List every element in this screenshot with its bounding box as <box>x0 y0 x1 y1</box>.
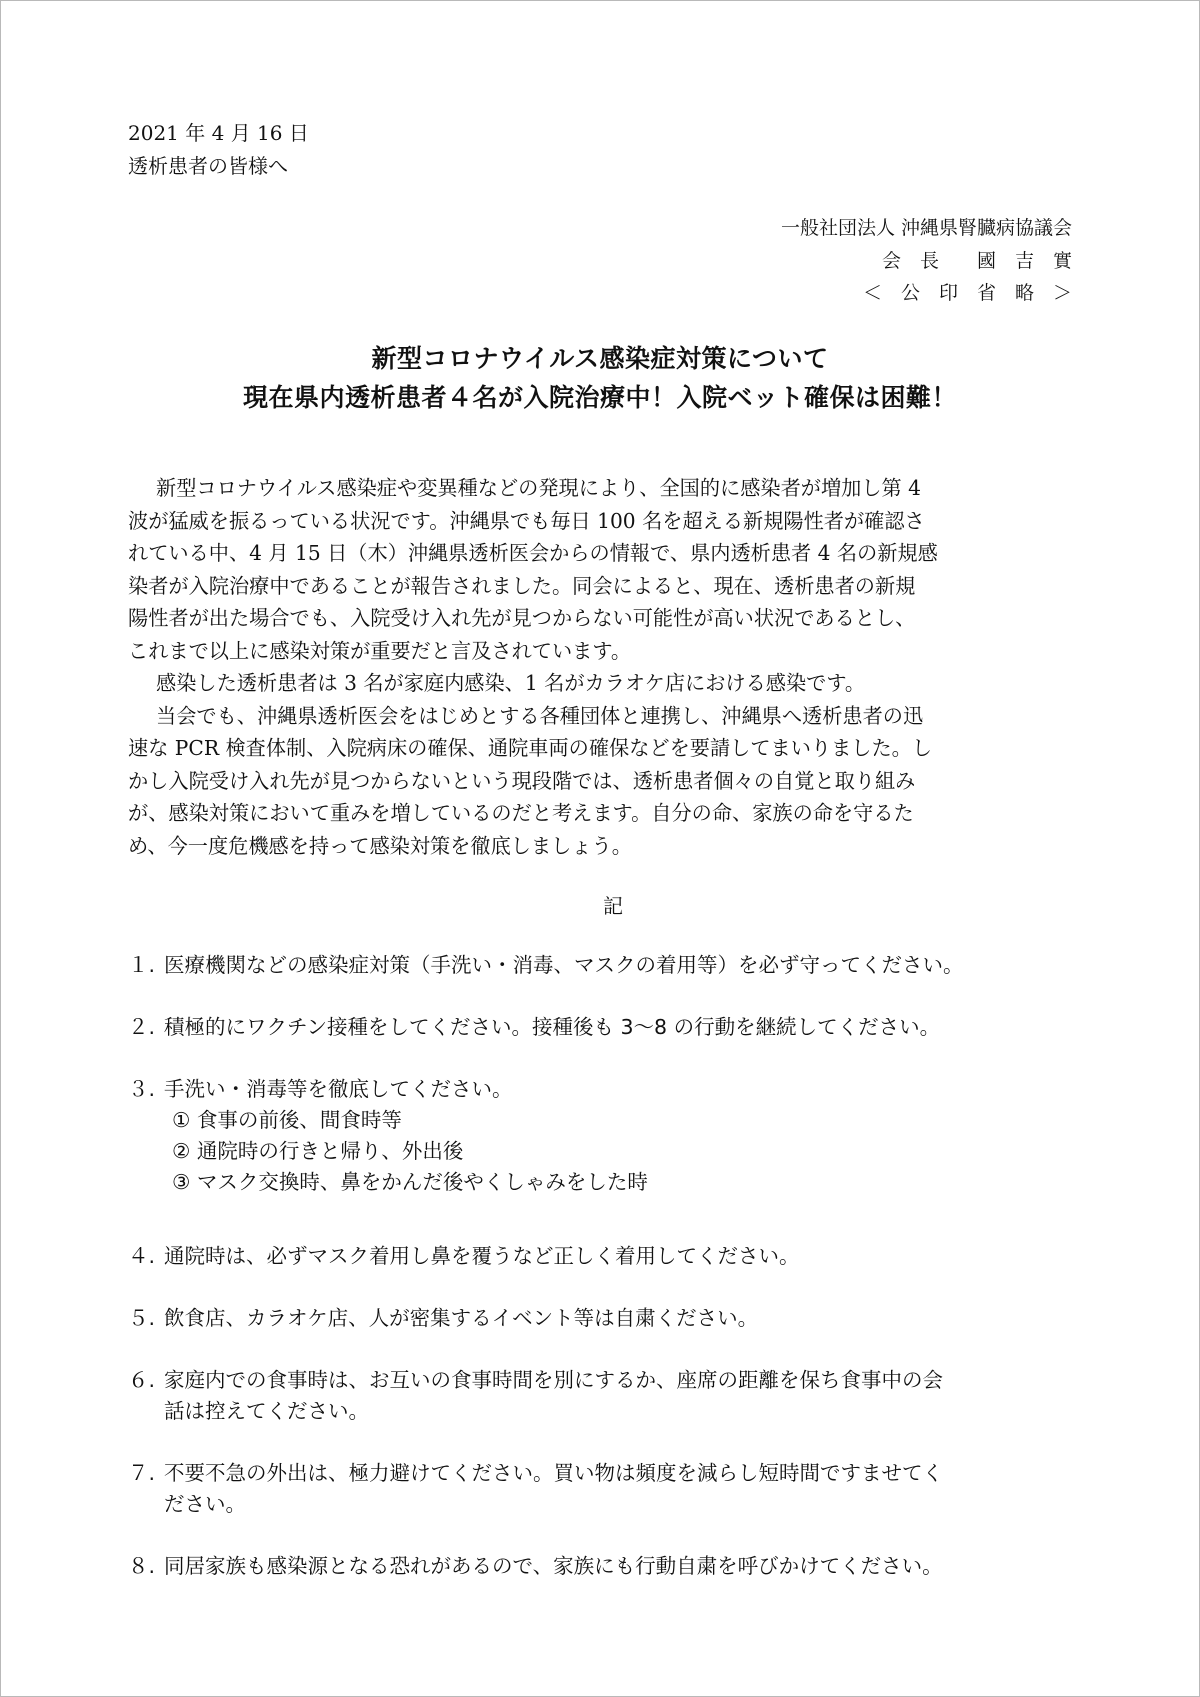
body-line: 波が猛威を振るっている状況です。沖縄県でも毎日 100 名を超える新規陽性者が確認さ <box>128 508 925 533</box>
sub-item: ① 食事の前後、間食時等 <box>172 1108 402 1132</box>
title-line-1: 新型コロナウイルス感染症対策について <box>371 344 829 373</box>
body-text <box>128 472 1074 862</box>
recipient: 透析患者の皆様へ <box>128 154 288 178</box>
item-number: ４. <box>128 1244 156 1268</box>
list-item <box>128 1551 943 1582</box>
sender-organization: 一般社団法人 沖縄県腎臓病協議会 <box>780 217 1072 239</box>
body-line: 感染した透析患者は 3 名が家庭内感染、1 名がカラオケ店における感染です。 <box>156 671 866 695</box>
sub-item: ② 通院時の行きと帰り、外出後 <box>172 1139 464 1163</box>
body-line: 速な PCR 検査体制、入院病床の確保、通院車両の確保などを要請してまいりました。し <box>128 736 933 760</box>
item-text: 医療機関などの感染症対策（手洗い・消毒、マスクの着用等）を必ず守ってください。 <box>164 953 964 977</box>
body-line: 新型コロナウイルス感染症や変異種などの発現により、全国的に感染者が増加し第 4 <box>156 476 921 500</box>
seal-omitted-note: ＜ 公 印 省 略 ＞ <box>862 282 1072 304</box>
body-line: れている中、4 月 15 日（木）沖縄県透析医会からの情報で、県内透析患者 4 名の新規感 <box>128 541 938 565</box>
title-line-2: 現在県内透析患者４名が入院治療中！入院ベット確保は困難！ <box>242 383 957 412</box>
item-text: 手洗い・消毒等を徹底してください。 <box>164 1077 513 1101</box>
item-number: ５. <box>128 1306 156 1330</box>
body-line: かし入院受け入れ先が見つからないという現段階では、透析患者個々の自覚と取り組み <box>128 768 916 793</box>
list-item <box>128 1241 800 1272</box>
item-text-continued: ださい。 <box>164 1492 246 1516</box>
body-line: が、感染対策において重みを増しているのだと考えます。自分の命、家族の命を守るた <box>128 801 914 825</box>
list-item <box>128 1365 943 1427</box>
item-text: 通院時は、必ずマスク着用し鼻を覆うなど正しく着用してください。 <box>164 1244 800 1268</box>
item-text: 同居家族も感染源となる恐れがあるので、家族にも行動自粛を呼びかけてください。 <box>164 1554 943 1578</box>
list-item <box>128 1074 648 1198</box>
item-number: ８. <box>128 1554 156 1578</box>
item-text-continued: 話は控えてください。 <box>164 1399 369 1423</box>
item-text: 積極的にワクチン接種をしてください。接種後も 3～8 の行動を継続してください。 <box>164 1015 941 1039</box>
ki-heading: 記 <box>603 894 623 918</box>
item-number: ２. <box>128 1015 156 1039</box>
list-item <box>128 1303 758 1334</box>
sender-president: 会 長 國 吉 實 <box>881 250 1072 272</box>
item-text: 家庭内での食事時は、お互いの食事時間を別にするか、座席の距離を保ち食事中の会 <box>164 1368 943 1392</box>
item-number: ６. <box>128 1368 156 1392</box>
list-item <box>128 1458 943 1520</box>
body-line: め、今一度危機感を持って感染対策を徹底しましょう。 <box>128 833 632 858</box>
item-text: 飲食店、カラオケ店、人が密集するイベント等は自粛ください。 <box>164 1306 759 1330</box>
item-text: 不要不急の外出は、極力避けてください。買い物は頻度を減らし短時間ですませてく <box>164 1461 943 1485</box>
item-number: ７. <box>128 1461 156 1485</box>
item-number: ３. <box>128 1077 156 1101</box>
body-line: これまで以上に感染対策が重要だと言及されています。 <box>128 638 632 663</box>
body-line: 当会でも、沖縄県透析医会をはじめとする各種団体と連携し、沖縄県へ透析患者の迅 <box>156 703 924 728</box>
body-line: 染者が入院治療中であることが報告されました。同会によると、現在、透析患者の新規 <box>128 573 916 598</box>
document-date: 2021 年 4 月 16 日 <box>128 121 309 145</box>
sub-item: ③ マスク交換時、鼻をかんだ後やくしゃみをした時 <box>172 1170 648 1194</box>
item-number: １. <box>128 953 156 977</box>
body-line: 陽性者が出た場合でも、入院受け入れ先が見つからない可能性が高い状況であるとし、 <box>128 606 916 630</box>
list-item <box>128 1012 940 1043</box>
list-item <box>128 950 964 981</box>
